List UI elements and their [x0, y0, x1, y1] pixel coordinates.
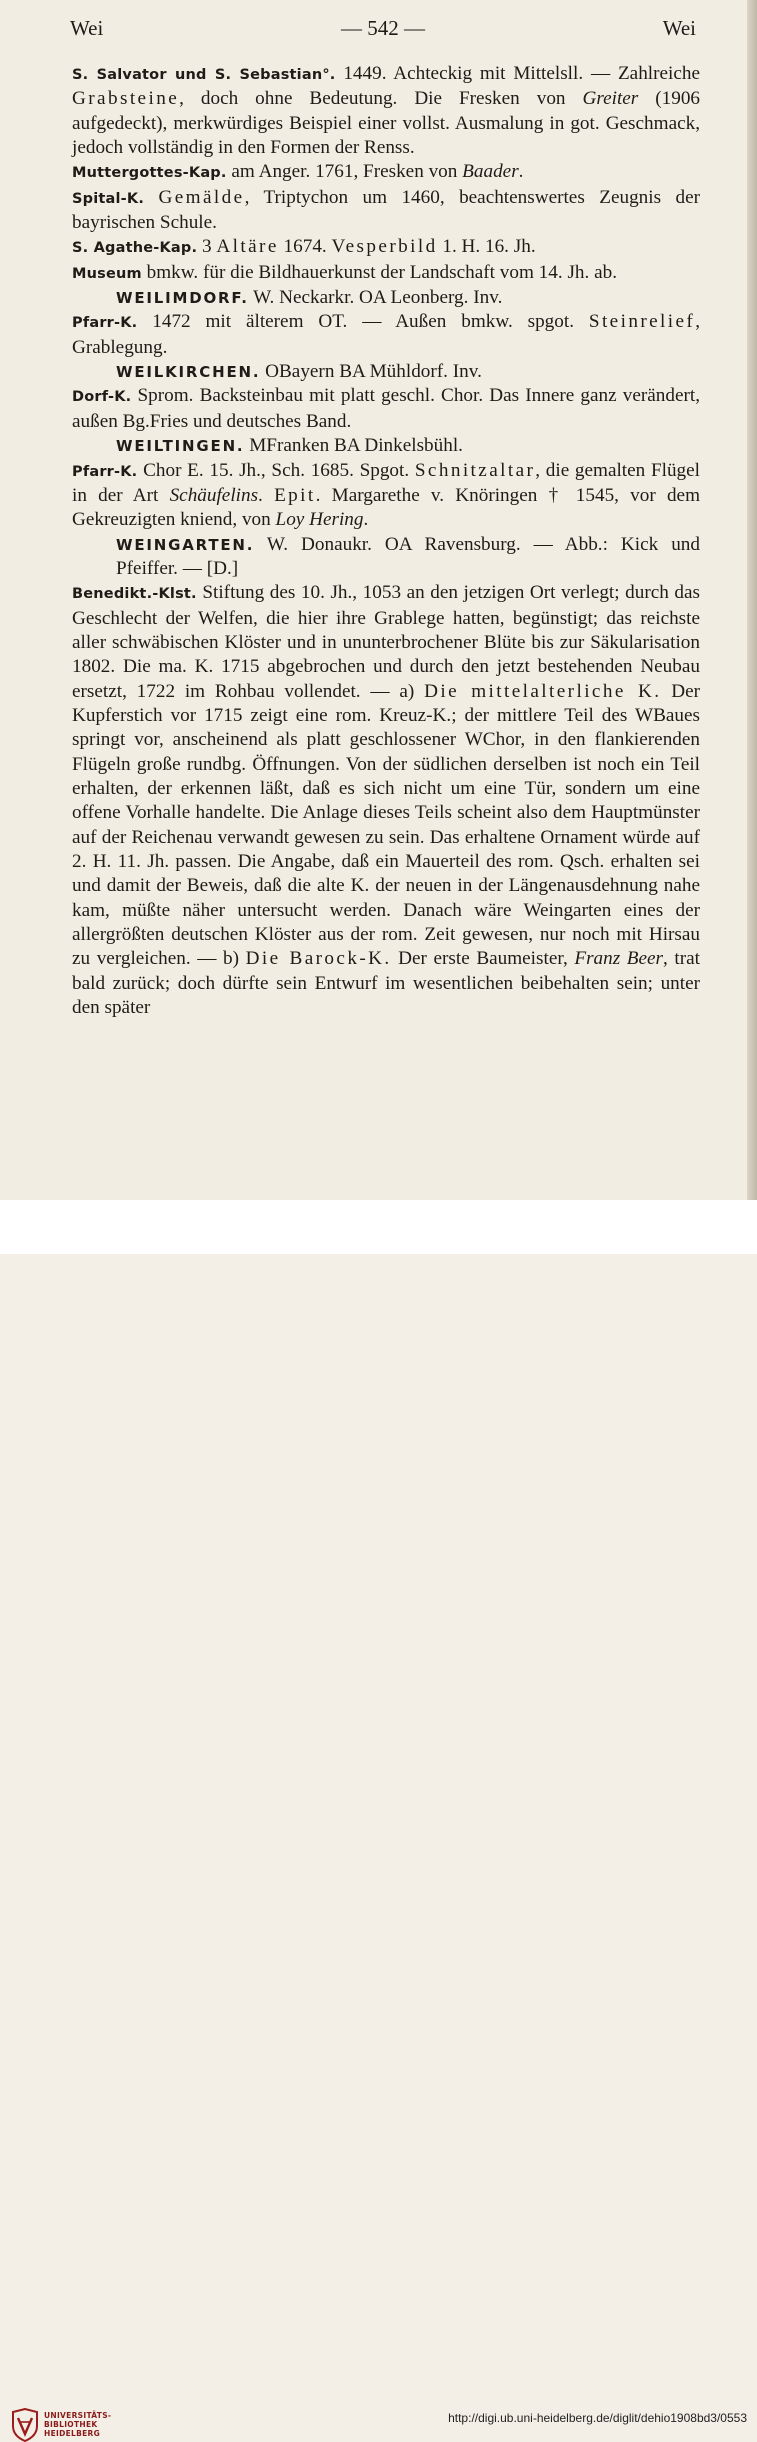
entry-keyword: S. Salvator und S. Sebastian°.: [72, 67, 336, 83]
text-run: Chor E. 15. Jh., Sch. 1685. Spgot.: [137, 459, 415, 481]
place-entry: [72, 533, 700, 582]
text-run: , trat bald zurück; doch dürfte sein Entwurf im wesentlichen beibehalten sein; unter den später: [72, 948, 700, 1019]
italic-name: Franz Beer: [574, 948, 664, 970]
entry-keyword: Pfarr-K.: [72, 315, 138, 332]
italic-name: Baader: [462, 161, 519, 183]
spaced-term: Die mittelalterliche K.: [424, 680, 662, 702]
text-run: 1. H. 16. Jh.: [437, 236, 536, 258]
place-heading: WEILKIRCHEN.: [116, 363, 261, 382]
text-run: , Triptychon um 1460, beachtenswertes Zeugnis der bayrischen Schule.: [72, 186, 701, 234]
spaced-term: Steinrelief: [588, 311, 696, 333]
italic-name: Schäufelins: [169, 484, 259, 506]
header-left: Wei: [70, 16, 104, 40]
place-entry: [72, 286, 700, 310]
paragraph: [72, 459, 700, 533]
text-run: Stiftung des 10. Jh., 1053 an den jetzigen Ort verlegt; durch das Geschlecht der Welfen, die hier ihre Grablege hatten, begünstigt; das reichste aller schwäbischen Klöster und in ununterbrochener Blüte bis zur Säkularisation 1802. Die ma. K. 1715 abgebrochen und durch den jetzt bestehenden Neubau ersetzt, 1722 im Rohbau vollendet. — a): [72, 582, 700, 702]
spaced-term: Gemälde: [158, 186, 245, 208]
paragraph: [72, 186, 700, 236]
spaced-term: Vesperbild: [331, 236, 438, 258]
source-url-link[interactable]: http://digi.ub.uni-heidelberg.de/diglit/dehio1908bd3/0553: [448, 2411, 747, 2425]
body-text: [72, 62, 700, 1020]
institution-line: HEIDELBERG: [44, 2429, 101, 2438]
text-run: , Grablegung.: [72, 311, 700, 358]
spaced-term: Altäre: [216, 236, 279, 258]
entry-keyword: Museum: [72, 265, 142, 282]
text-run: am Anger. 1761, Fresken von: [226, 161, 463, 183]
place-entry: [72, 434, 700, 458]
text-run: [144, 187, 158, 208]
page-edge-shadow: [747, 0, 757, 1200]
text-run: Der Kupferstich vor 1715 zeigt eine rom. Kreuz-K.; der mittlere Teil des WBaues springt vor, anscheinend als platt geschlossener WChor, in den flankierenden Flügeln große rundbg. Öffnungen. Von der südlichen derselben ist noch ein Teil erhalten, der erkennen läßt, daß es sich nicht um eine Tür, sondern um eine offene Vorhalle handelte. Die Anlage dieses Teils scheint also dem Hauptmünster auf der Reichenau verwandt gewesen zu sein. Das erhaltene Ornament würde auf 2. H. 11. Jh. passen. Die Angabe, daß ein Mauerteil des rom. Qsch. erhalten sei und damit der Beweis, daß die alte K. der neuen in der Längenausdehnung nahe kam, müßte näher untersucht werden. Danach wäre Weingarten eines der allergrößten deutschen Klöster aus der rom. Zeit gewesen, nur noch mit Hirsau zu vergleichen. — b): [72, 680, 700, 970]
place-heading: WEINGARTEN.: [116, 535, 255, 554]
paragraph: [72, 261, 700, 286]
entry-keyword: Dorf-K.: [72, 389, 132, 406]
place-heading: WEILTINGEN.: [116, 437, 245, 456]
paragraph: [72, 581, 700, 1020]
spaced-term: Epit: [274, 484, 316, 506]
text-run: .: [258, 484, 275, 506]
text-run: 1674.: [278, 236, 332, 258]
paragraph: [72, 62, 700, 160]
running-head: [70, 16, 696, 50]
text-run: 1449. Achteckig mit Mittelsll. — Zahlreiche: [335, 63, 700, 84]
text-run: W. Neckarkr. OA Leonberg. Inv.: [248, 287, 503, 309]
institution-line: UNIVERSITÄTS-: [44, 2411, 112, 2420]
text-run: (1906 aufgedeckt), merkwürdiges Beispiel einer vollst. Ausmalung in got. Geschmack, jedoch vollständig in den Formen der Renss.: [72, 88, 701, 159]
entry-keyword: Muttergottes-Kap.: [72, 165, 227, 182]
scanned-page: [0, 0, 757, 1200]
spaced-term: Die Barock-K.: [245, 948, 392, 970]
text-run: Sprom. Backsteinbau mit platt geschl. Chor. Das Innere ganz verändert, außen Bg.Fries und deutsches Band.: [72, 385, 700, 432]
paragraph: [72, 384, 700, 434]
text-run: 1472 mit älterem OT. — Außen bmkw. spgot.: [137, 311, 589, 333]
italic-name: Loy Hering: [275, 509, 364, 531]
footer-bar: [0, 1200, 757, 2438]
entry-keyword: S. Agathe-Kap.: [72, 240, 198, 257]
page-number: — 542 —: [341, 16, 425, 40]
university-logo-icon[interactable]: [10, 2408, 40, 2442]
entry-keyword: Spital-K.: [72, 190, 145, 207]
place-entry: [72, 360, 700, 384]
paragraph: [72, 160, 700, 185]
institution-name: [44, 2411, 111, 2438]
spaced-term: Schnitzaltar: [414, 459, 536, 481]
text-run: , doch ohne Bedeutung. Die Fresken von: [179, 88, 583, 110]
text-run: .: [363, 509, 369, 531]
place-heading: WEILIMDORF.: [116, 289, 249, 308]
paragraph: [72, 235, 700, 260]
entry-keyword: Benedikt.-Klst.: [72, 586, 197, 603]
text-run: MFranken BA Dinkelsbühl.: [244, 435, 463, 457]
spaced-term: Grabsteine: [72, 88, 180, 110]
text-run: bmkw. für die Bildhauerkunst der Landschaft vom 14. Jh. ab.: [141, 261, 618, 283]
italic-name: Greiter: [582, 88, 639, 110]
entry-keyword: Pfarr-K.: [72, 463, 138, 480]
text-run: , die gemalten Flügel in der Art: [72, 459, 700, 506]
header-right: Wei: [662, 16, 696, 40]
text-run: . Margarethe v. Knöringen † 1545, vor dem Gekreuzigten kniend, von: [72, 484, 700, 531]
institution-line: BIBLIOTHEK: [44, 2420, 98, 2429]
text-run: .: [518, 161, 524, 183]
paragraph: [72, 310, 700, 360]
text-run: 3: [197, 236, 217, 258]
text-run: Der erste Baumeister,: [391, 948, 575, 970]
text-run: W. Donaukr. OA Ravensburg. — Abb.: Kick und Pfeiffer. — [D.]: [116, 533, 700, 579]
text-run: OBayern BA Mühldorf. Inv.: [260, 361, 482, 383]
